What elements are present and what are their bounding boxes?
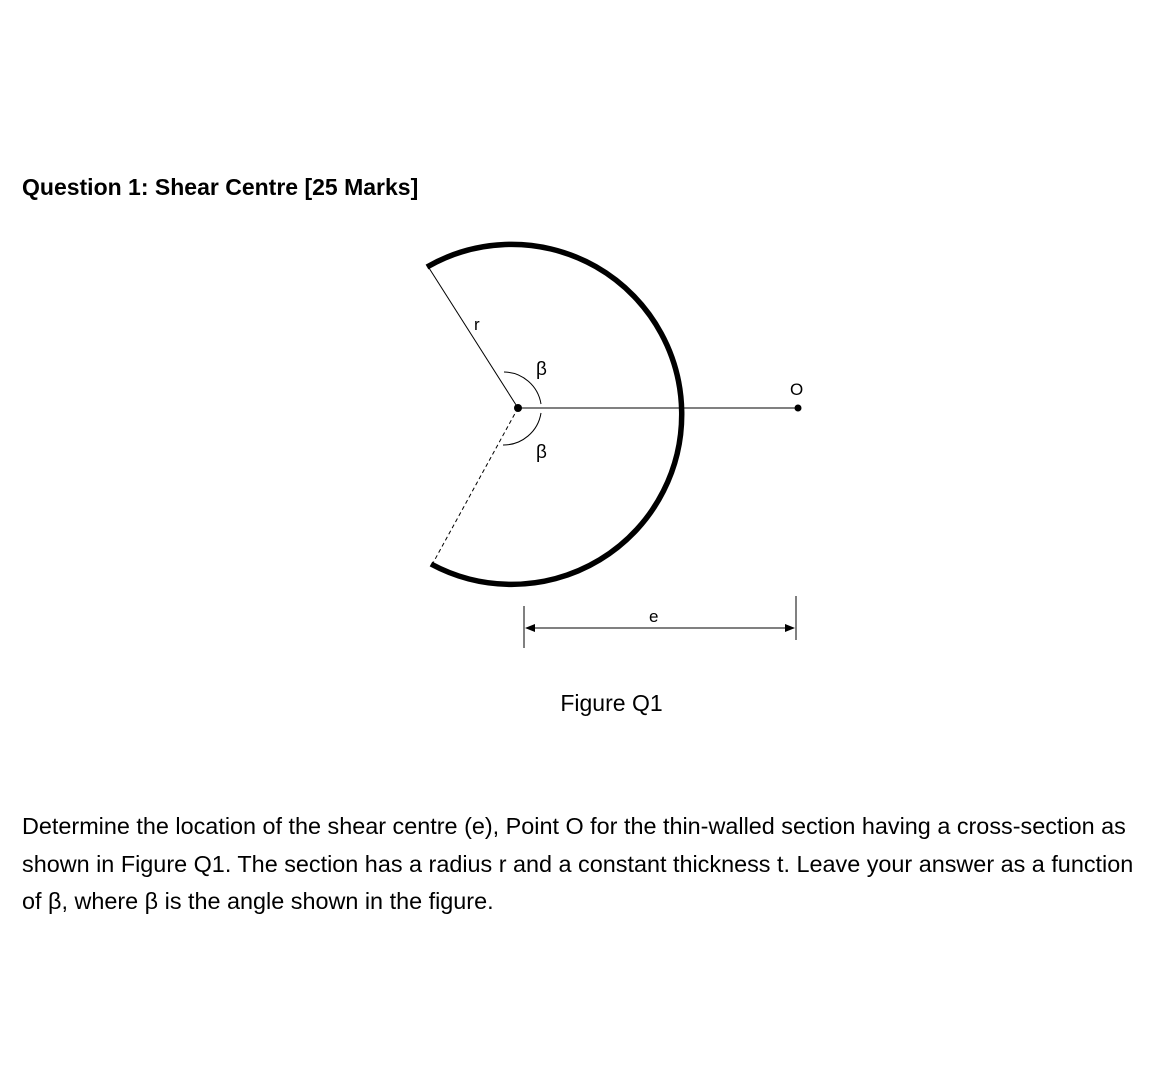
- label-beta-top: β: [536, 359, 547, 380]
- centre-point: [514, 404, 522, 412]
- section-arc: [427, 244, 682, 584]
- label-r: r: [474, 315, 480, 334]
- beta-arc-bottom: [503, 413, 541, 445]
- point-o: [795, 405, 802, 412]
- question-title: Question 1: Shear Centre [25 Marks]: [22, 174, 419, 200]
- question-body: Determine the location of the shear centre (e), Point O for the thin-walled section having a cross-section as shown in Figure Q1. The section has a radius r and a constant thickness t. Leave your answer as a function of β, where β is the angle shown in the figure.: [22, 813, 1134, 914]
- dashed-radius-line: [433, 408, 518, 563]
- figure-caption: Figure Q1: [560, 690, 663, 716]
- radius-line: [429, 268, 518, 408]
- label-o: O: [790, 380, 804, 399]
- label-beta-bottom: β: [536, 442, 547, 463]
- label-e: e: [649, 607, 659, 626]
